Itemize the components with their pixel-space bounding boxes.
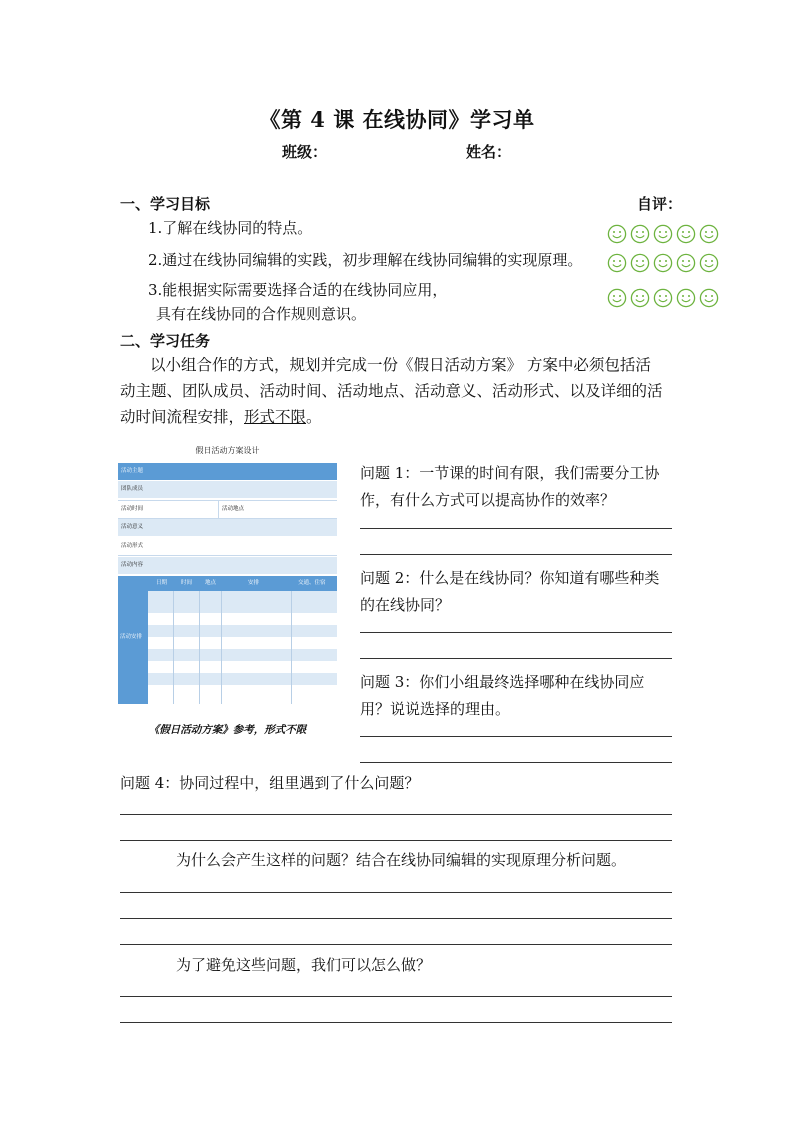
question-4-why: 为什么会产生这样的问题？结合在线协同编辑的实现原理分析问题。 (176, 851, 627, 869)
smiley-icon[interactable] (653, 224, 673, 248)
smiley-icon[interactable] (676, 253, 696, 277)
section-tasks-heading: 二、学习任务 (120, 332, 211, 350)
smiley-icon[interactable] (607, 224, 627, 248)
smiley-icon[interactable] (630, 224, 650, 248)
smiley-row-3 (607, 288, 719, 312)
answer-line-q4-avoid-1[interactable] (120, 996, 672, 997)
form-row-time: 活动时间 活动地点 (118, 500, 337, 519)
answer-line-q3-1[interactable] (360, 736, 672, 737)
form-row-form: 活动形式 (118, 538, 337, 556)
smiley-icon[interactable] (676, 224, 696, 248)
schedule-body (148, 591, 337, 704)
answer-line-q1-1[interactable] (360, 528, 672, 529)
question-4-avoid: 为了避免这些问题，我们可以怎么做？ (176, 956, 432, 974)
smiley-icon[interactable] (653, 288, 673, 312)
format-unlimited: 形式不限 (244, 408, 307, 426)
schedule-label-cell: 活动安排 (118, 576, 148, 704)
answer-line-q2-1[interactable] (360, 632, 672, 633)
section-learning-goals-heading: 一、学习目标 (120, 195, 211, 213)
smiley-row-1 (607, 224, 719, 248)
task-para-line-1: 以小组合作的方式，规划并完成一份《假日活动方案》 方案中必须包括活 (150, 356, 651, 374)
smiley-icon[interactable] (630, 288, 650, 312)
form-title: 假日活动方案设计 (195, 446, 260, 455)
smiley-icon[interactable] (699, 224, 719, 248)
class-label: 班级： (282, 143, 328, 161)
question-2: 问题 2：什么是在线协同？你知道有哪些种类 的在线协同？ (360, 569, 660, 614)
answer-line-q4-avoid-2[interactable] (120, 1022, 672, 1023)
smiley-icon[interactable] (676, 288, 696, 312)
form-caption: 《假日活动方案》参考，形式不限 (148, 724, 307, 736)
answer-line-q2-2[interactable] (360, 658, 672, 659)
answer-line-q1-2[interactable] (360, 554, 672, 555)
smiley-icon[interactable] (699, 288, 719, 312)
form-row-members: 团队成员 (118, 481, 337, 498)
smiley-icon[interactable] (607, 288, 627, 312)
goal-2: 2.通过在线协同编辑的实践，初步理解在线协同编辑的实现原理。 (148, 251, 583, 269)
answer-line-q4-1[interactable] (120, 814, 672, 815)
smiley-icon[interactable] (607, 253, 627, 277)
question-1: 问题 1：一节课的时间有限，我们需要分工协 作，有什么方式可以提高协作的效率？ (360, 464, 660, 509)
form-row-content: 活动内容 (118, 557, 337, 574)
form-row-meaning: 活动意义 (118, 519, 337, 536)
page-title: 《第 4 课 在线协同》学习单 (259, 107, 535, 132)
activity-plan-form-image (118, 445, 337, 707)
schedule-header-row: 日期 时间 地点 安排 交通、住宿 (148, 576, 337, 591)
answer-line-q4-why-1[interactable] (120, 892, 672, 893)
form-row-theme: 活动主题 (118, 463, 337, 480)
goal-3-cont: 具有在线协同的合作规则意识。 (156, 305, 367, 323)
smiley-icon[interactable] (630, 253, 650, 277)
smiley-row-2 (607, 253, 719, 277)
answer-line-q4-why-2[interactable] (120, 918, 672, 919)
goal-1: 1.了解在线协同的特点。 (148, 219, 313, 237)
question-3: 问题 3：你们小组最终选择哪种在线协同应 用？说说选择的理由。 (360, 673, 645, 718)
self-eval-label: 自评： (637, 195, 683, 213)
answer-line-q3-2[interactable] (360, 762, 672, 763)
smiley-icon[interactable] (699, 253, 719, 277)
name-label: 姓名： (466, 143, 512, 161)
goal-3: 3.能根据实际需要选择合适的在线协同应用， (148, 281, 448, 299)
smiley-icon[interactable] (653, 253, 673, 277)
task-para-line-3: 动时间流程安排，形式不限。 (120, 408, 322, 426)
answer-line-q4-2[interactable] (120, 840, 672, 841)
question-4: 问题 4：协同过程中，组里遇到了什么问题？ (120, 774, 420, 792)
task-para-line-2: 动主题、团队成员、活动时间、活动地点、活动意义、活动形式、以及详细的活 (120, 382, 663, 400)
answer-line-q4-why-3[interactable] (120, 944, 672, 945)
